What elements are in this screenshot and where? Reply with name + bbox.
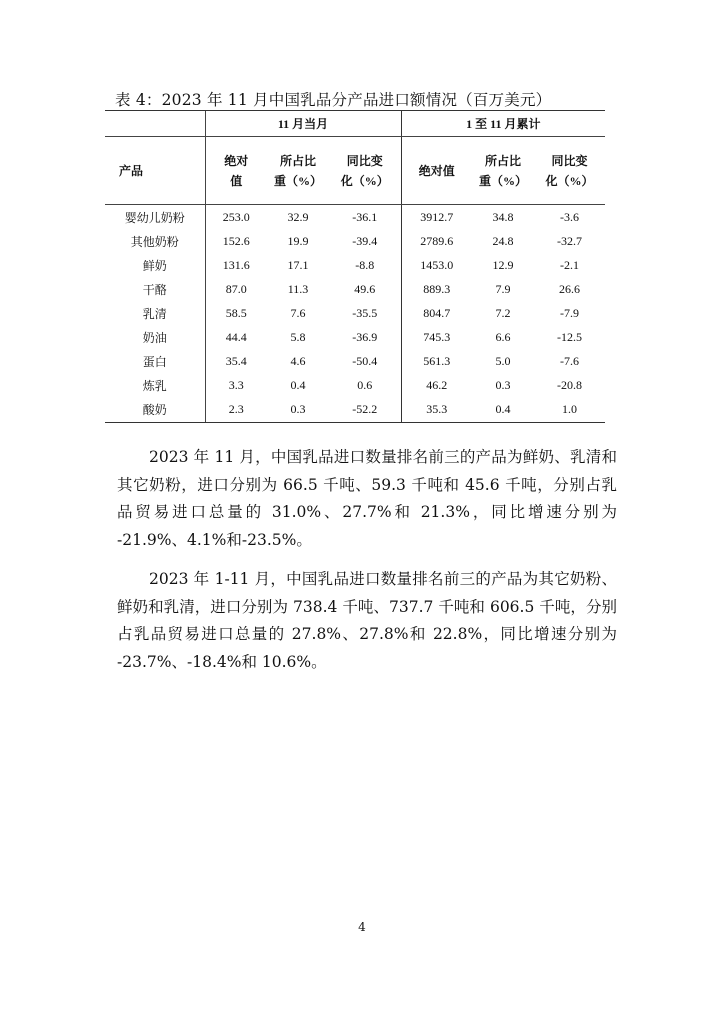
dairy-import-table <box>105 110 605 423</box>
month-share-value: 11.3 <box>287 281 309 296</box>
cum-share-value: 7.9 <box>495 281 511 296</box>
cum-yoy-value: -7.9 <box>560 305 580 320</box>
cum-share-value: 34.8 <box>492 209 514 224</box>
cum-share-value: 24.8 <box>492 233 514 248</box>
product-name: 酸奶 <box>105 398 205 423</box>
col-header-line: 值 <box>230 173 243 188</box>
cum-share-value: 5.0 <box>495 354 511 369</box>
month-abs-value: 58.5 <box>205 301 267 325</box>
cum-abs-value: 35.3 <box>401 398 472 423</box>
table-caption: 表 4：2023 年 11 月中国乳品分产品进口额情况（百万美元） <box>115 91 552 109</box>
month-abs-value: 2.3 <box>205 398 267 423</box>
product-name: 蛋白 <box>142 355 167 370</box>
col-header-line: 化（%） <box>545 173 594 188</box>
cum-share-value: 7.2 <box>495 305 511 320</box>
blank-header-cell <box>105 111 205 137</box>
table-row <box>105 398 605 423</box>
cum-share-value: 0.3 <box>495 378 511 393</box>
cum-abs-value: 3912.7 <box>401 205 472 230</box>
cum-yoy-value: 26.6 <box>559 281 581 296</box>
col-header-month-share <box>267 137 329 205</box>
cum-yoy-value: 1.0 <box>534 398 605 423</box>
month-yoy-value: -36.9 <box>352 330 378 345</box>
cum-share-value: 0.4 <box>472 398 534 423</box>
cum-abs-value: 745.3 <box>401 325 472 349</box>
col-header-cum-yoy <box>534 137 605 205</box>
paragraph-november <box>117 444 617 554</box>
table-row <box>105 205 605 230</box>
page-number: 4 <box>358 920 366 934</box>
month-share-value: 32.9 <box>287 209 309 224</box>
col-header-line: 绝对 <box>224 153 249 168</box>
col-header-line: 同比变 <box>346 153 383 168</box>
cum-yoy-value: -32.7 <box>557 233 583 248</box>
month-share-value: 0.4 <box>290 378 306 393</box>
cum-yoy-value: -12.5 <box>557 330 583 345</box>
month-share-value: 5.8 <box>290 330 306 345</box>
col-header-line: 化（%） <box>340 173 389 188</box>
product-name: 鲜奶 <box>142 258 167 273</box>
product-name: 婴幼儿奶粉 <box>124 210 185 225</box>
table-row <box>105 229 605 253</box>
paragraph-text: 2023 年 11 月，中国乳品进口数量排名前三的产品为鲜奶、乳清和其它奶粉，进口分别为 66.5 千吨、59.3 千吨和 45.6 千吨，分别占乳品贸易进口总量的 31.0%、27.7%和 21.3%，同比增速分别为 -21.9%、4.1%和-23.5%。 <box>117 448 617 549</box>
col-header-line: 所占比 <box>485 153 522 168</box>
cum-abs-value: 561.3 <box>401 350 472 374</box>
cum-share-value: 12.9 <box>492 257 514 272</box>
product-name: 奶油 <box>142 331 167 346</box>
month-abs-value: 87.0 <box>205 277 267 301</box>
cum-abs-value: 889.3 <box>401 277 472 301</box>
cum-share-value: 6.6 <box>495 330 511 345</box>
col-header-line: 绝对值 <box>418 163 455 178</box>
cum-yoy-value: -20.8 <box>557 378 583 393</box>
month-abs-value: 253.0 <box>205 205 267 230</box>
month-yoy-value: -50.4 <box>352 354 378 369</box>
table-row <box>105 374 605 398</box>
group-header-row <box>105 111 605 137</box>
col-header-line: 所占比 <box>279 153 316 168</box>
col-header-line: 同比变 <box>551 153 588 168</box>
cum-abs-value: 2789.6 <box>401 229 472 253</box>
month-share-value: 17.1 <box>287 257 309 272</box>
column-header-row <box>105 137 605 205</box>
product-name: 乳清 <box>142 306 167 321</box>
month-abs-value: 131.6 <box>205 253 267 277</box>
table-row <box>105 253 605 277</box>
month-share-value: 19.9 <box>287 233 309 248</box>
month-abs-value: 3.3 <box>205 374 267 398</box>
month-abs-value: 44.4 <box>205 325 267 349</box>
paragraph-jan-nov <box>117 566 617 676</box>
cum-yoy-value: -2.1 <box>560 257 580 272</box>
cum-yoy-value: -3.6 <box>560 209 580 224</box>
product-name: 其他奶粉 <box>130 234 179 249</box>
cum-abs-value: 46.2 <box>401 374 472 398</box>
table-row <box>105 301 605 325</box>
paragraph-text: 2023 年 1-11 月，中国乳品进口数量排名前三的产品为其它奶粉、鲜奶和乳清，进口分别为 738.4 千吨、737.7 千吨和 606.5 千吨，分别占乳品贸易进口总量的 27.8%、27.8%和 22.8%，同比增速分别为 -23.7%、-18.4%和 10.6%。 <box>117 570 617 671</box>
month-yoy-value: -52.2 <box>329 398 401 423</box>
product-header: 产品 <box>105 137 205 205</box>
table-row <box>105 350 605 374</box>
month-yoy-value: 0.6 <box>357 378 373 393</box>
cum-abs-value: 804.7 <box>401 301 472 325</box>
month-yoy-value: -39.4 <box>352 233 378 248</box>
col-header-cum-abs <box>401 137 472 205</box>
month-yoy-value: 49.6 <box>354 281 376 296</box>
col-header-month-yoy <box>329 137 401 205</box>
month-share-value: 0.3 <box>267 398 329 423</box>
product-name: 干酪 <box>142 282 167 297</box>
month-yoy-value: -8.8 <box>355 257 375 272</box>
group-header-month: 11 月当月 <box>205 111 401 137</box>
product-name: 炼乳 <box>142 379 167 394</box>
table-row <box>105 325 605 349</box>
col-header-cum-share <box>472 137 534 205</box>
group-header-cumulative: 1 至 11 月累计 <box>401 111 605 137</box>
month-abs-value: 35.4 <box>205 350 267 374</box>
month-abs-value: 152.6 <box>205 229 267 253</box>
month-share-value: 4.6 <box>290 354 306 369</box>
col-header-line: 重（%） <box>479 173 528 188</box>
col-header-line: 重（%） <box>273 173 322 188</box>
cum-yoy-value: -7.6 <box>560 354 580 369</box>
month-yoy-value: -35.5 <box>352 305 378 320</box>
table-row <box>105 277 605 301</box>
month-share-value: 7.6 <box>290 305 306 320</box>
month-yoy-value: -36.1 <box>352 209 378 224</box>
cum-abs-value: 1453.0 <box>401 253 472 277</box>
col-header-month-abs <box>205 137 267 205</box>
